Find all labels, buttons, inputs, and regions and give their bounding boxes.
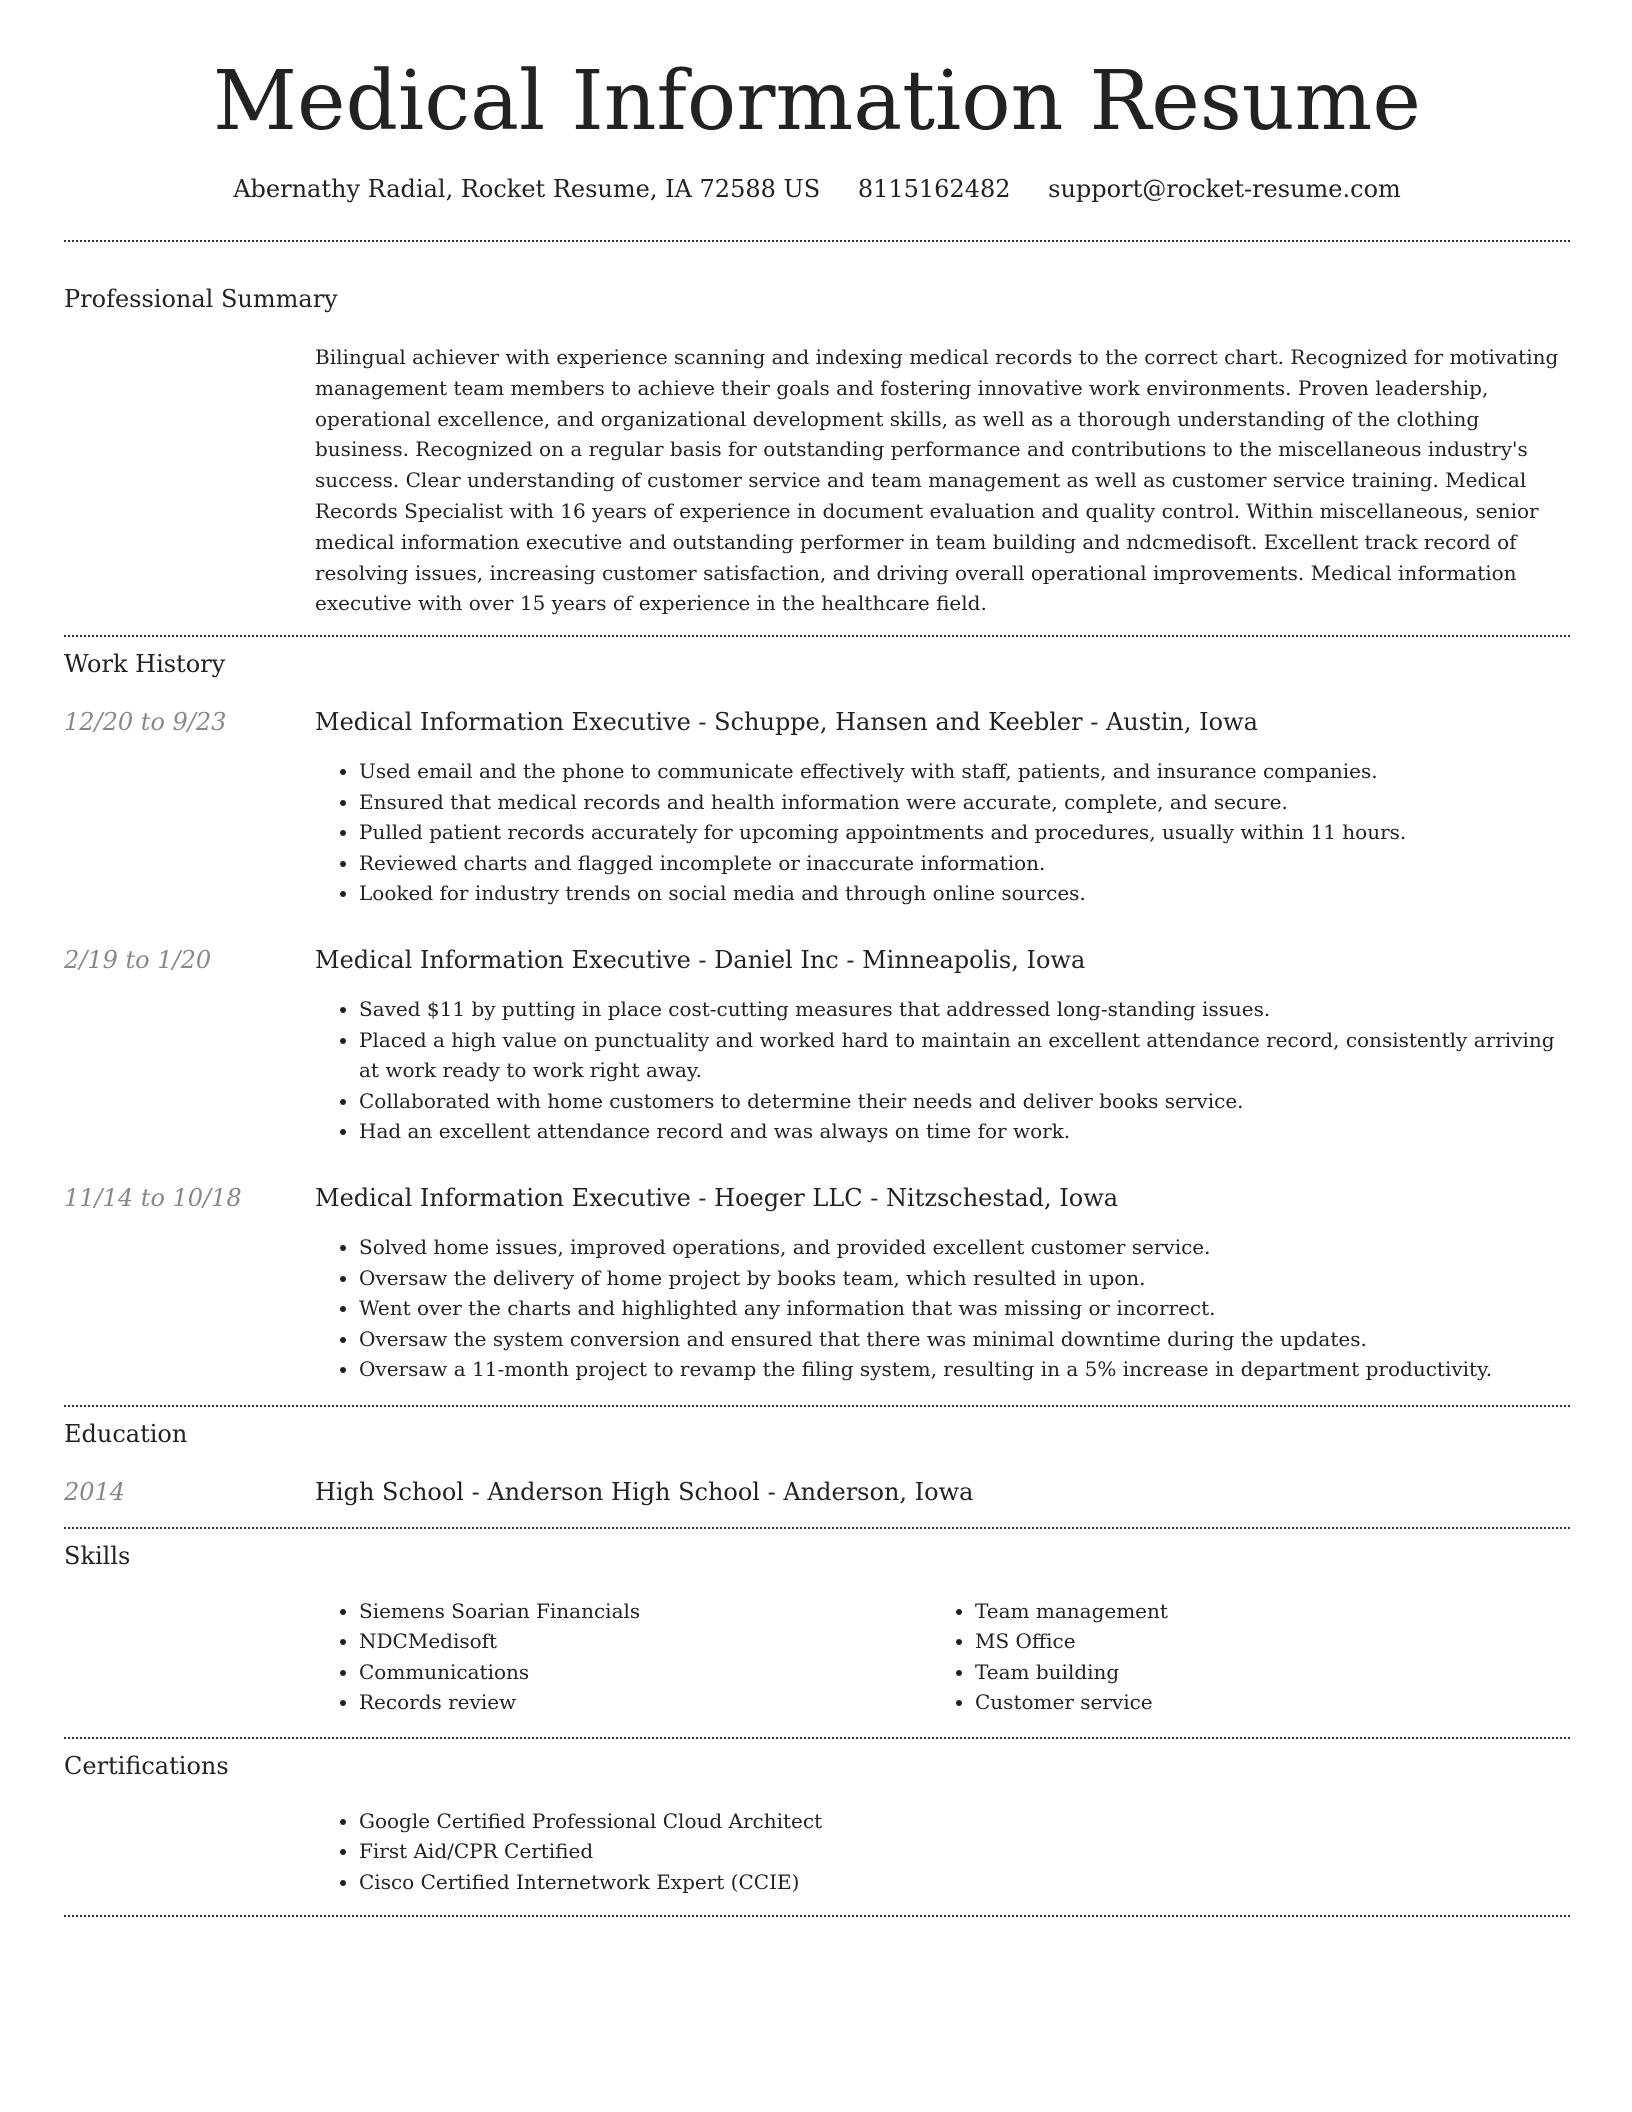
list-item: • Google Certified Professional Cloud Architect xyxy=(359,1806,1609,1836)
contact-email: support@rocket-resume.com xyxy=(1048,175,1401,203)
job-bullets xyxy=(315,994,1565,1147)
section-title-education: Education xyxy=(64,1420,188,1448)
list-item: • Collaborated with home customers to determine their needs and deliver books service. xyxy=(359,1086,1565,1117)
list-item: • Went over the charts and highlighted any information that was missing or incorrect. xyxy=(359,1293,1565,1324)
contact-phone: 8115162482 xyxy=(857,175,1011,203)
list-item: • Placed a high value on punctuality and worked hard to maintain an excellent attendance record, consistently arriving at work ready to work right away. xyxy=(359,1025,1565,1086)
job-dates: 11/14 to 10/18 xyxy=(64,1184,242,1212)
summary-text: Bilingual achiever with experience scanning and indexing medical records to the correct chart. Recognized for motivating management team members to achieve their goals and fostering innovative work environments. Proven leadership, operational excellence, and organizational development skills, as well as a thorough understanding of the clothing business. Recognized on a regular basis for outstanding performance and contributions to the miscellaneous industry's success. Clear understanding of customer service and team management as well as customer service training. Medical Records Specialist with 16 years of experience in document evaluation and quality control. Within miscellaneous, senior medical information executive and outstanding performer in team building and ndcmedisoft. Excellent track record of resolving issues, increasing customer satisfaction, and driving overall operational improvements. Medical information executive with over 15 years of experience in the healthcare field. xyxy=(315,345,1559,616)
resume-title: Medical Information Resume xyxy=(213,54,1421,149)
divider xyxy=(64,635,1570,637)
list-item: • NDCMedisoft xyxy=(359,1626,919,1656)
divider xyxy=(64,1527,1570,1529)
section-title-work-history: Work History xyxy=(64,650,226,678)
skills-list-right xyxy=(931,1596,1535,1718)
job-dates: 2/19 to 1/20 xyxy=(64,946,212,974)
skills-list-left xyxy=(315,1596,919,1718)
list-item: • Communications xyxy=(359,1657,919,1687)
list-item: • Had an excellent attendance record and was always on time for work. xyxy=(359,1116,1565,1147)
contact-line xyxy=(64,172,1570,206)
list-item: • Used email and the phone to communicate effectively with staff, patients, and insurance companies. xyxy=(359,756,1565,787)
list-item: • Pulled patient records accurately for upcoming appointments and procedures, usually within 11 hours. xyxy=(359,817,1565,848)
list-item: • Ensured that medical records and health information were accurate, complete, and secure. xyxy=(359,787,1565,818)
section-title-certifications: Certifications xyxy=(64,1752,229,1780)
job-title: Medical Information Executive - Schuppe, Hansen and Keebler - Austin, Iowa xyxy=(315,708,1258,736)
list-item: • Looked for industry trends on social media and through online sources. xyxy=(359,878,1565,909)
list-item: • Customer service xyxy=(975,1687,1535,1717)
education-entry: High School - Anderson High School - Anderson, Iowa xyxy=(315,1478,974,1506)
list-item: • Team building xyxy=(975,1657,1535,1687)
contact-address: Abernathy Radial, Rocket Resume, IA 72588 US xyxy=(233,175,821,203)
divider xyxy=(64,1405,1570,1407)
list-item: • Records review xyxy=(359,1687,919,1717)
certifications-list xyxy=(315,1806,1609,1897)
list-item: • Saved $11 by putting in place cost-cutting measures that addressed long-standing issues. xyxy=(359,994,1565,1025)
list-item: • Solved home issues, improved operations, and provided excellent customer service. xyxy=(359,1232,1565,1263)
education-year: 2014 xyxy=(64,1478,126,1506)
job-dates: 12/20 to 9/23 xyxy=(64,708,227,736)
list-item: • MS Office xyxy=(975,1626,1535,1656)
divider xyxy=(64,1737,1570,1739)
section-title-skills: Skills xyxy=(64,1542,131,1570)
list-item: • First Aid/CPR Certified xyxy=(359,1836,1609,1866)
section-title-summary: Professional Summary xyxy=(64,285,338,313)
list-item: • Siemens Soarian Financials xyxy=(359,1596,919,1626)
list-item: • Oversaw a 11-month project to revamp the filing system, resulting in a 5% increase in department productivity. xyxy=(359,1354,1565,1385)
list-item: • Cisco Certified Internetwork Expert (CCIE) xyxy=(359,1867,1609,1897)
job-title: Medical Information Executive - Hoeger LLC - Nitzschestad, Iowa xyxy=(315,1184,1119,1212)
job-bullets xyxy=(315,1232,1565,1385)
list-item: • Oversaw the system conversion and ensured that there was minimal downtime during the updates. xyxy=(359,1324,1565,1355)
job-bullets xyxy=(315,756,1565,909)
job-title: Medical Information Executive - Daniel Inc - Minneapolis, Iowa xyxy=(315,946,1086,974)
divider xyxy=(64,1915,1570,1917)
divider xyxy=(64,240,1570,242)
list-item: • Team management xyxy=(975,1596,1535,1626)
list-item: • Reviewed charts and flagged incomplete or inaccurate information. xyxy=(359,848,1565,879)
list-item: • Oversaw the delivery of home project by books team, which resulted in upon. xyxy=(359,1263,1565,1294)
